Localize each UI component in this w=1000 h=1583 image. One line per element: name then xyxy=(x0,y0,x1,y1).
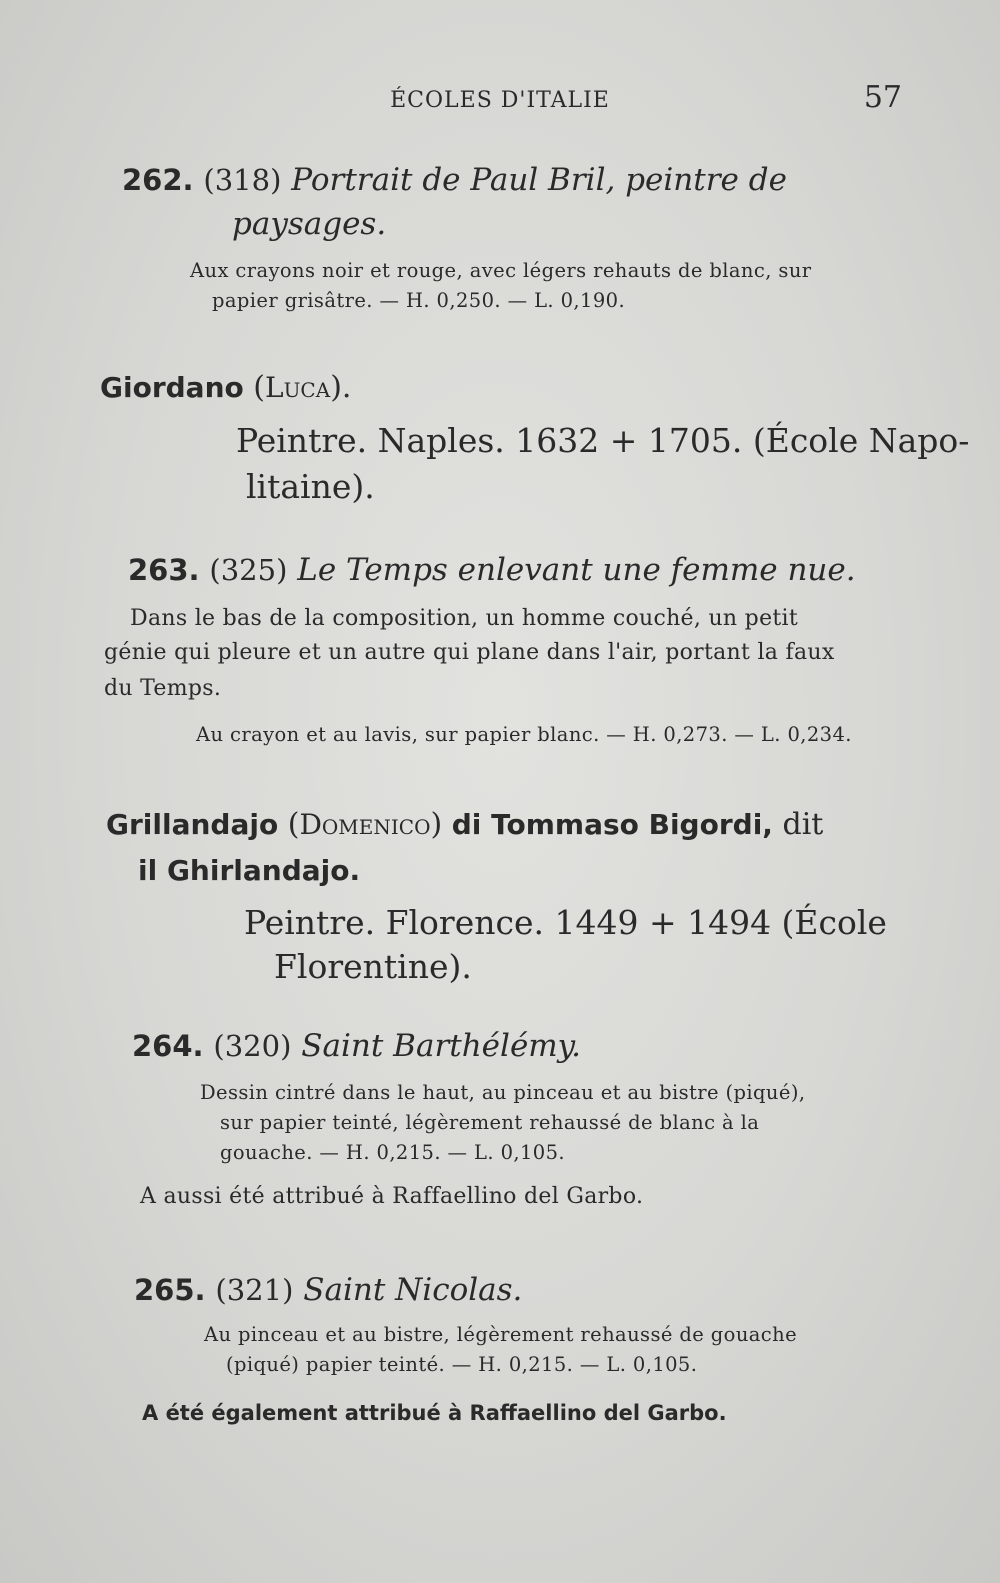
artist-giordano-heading: Giordano (Luca). xyxy=(100,370,352,405)
artist-surname: Grillandajo xyxy=(106,808,279,841)
entry-264-title xyxy=(132,1024,581,1068)
running-head: ÉCOLES D'ITALIE xyxy=(390,88,610,113)
entry-262-title-cont xyxy=(232,202,386,246)
entry-262-technique-1: Aux crayons noir et rouge, avec légers rehauts de blanc, sur xyxy=(190,259,812,282)
artist-dit: dit xyxy=(782,807,824,842)
entry-262-technique-2: papier grisâtre. — H. 0,250. — L. 0,190. xyxy=(212,289,626,312)
artist-given-name: Luca xyxy=(264,371,331,404)
entry-262-title xyxy=(122,158,787,202)
entry-265-attribution: A été également attribué à Raffaellino del Garbo. xyxy=(142,1401,727,1425)
entry-263-description-3: du Temps. xyxy=(104,676,222,701)
artist-grillandajo-bio-1: Peintre. Florence. 1449 + 1494 (École xyxy=(244,903,887,942)
artist-grillandajo-heading: Grillandajo (Domenico) di Tommaso Bigordi, dit xyxy=(106,807,824,842)
artist-alias: il Ghirlandajo. xyxy=(138,854,361,887)
entry-264-technique-1: Dessin cintré dans le haut, au pinceau et au bistre (piqué), xyxy=(200,1081,806,1104)
entry-number: 265. xyxy=(134,1273,206,1307)
artist-giordano-bio-2: litaine). xyxy=(246,467,375,506)
entry-number: 263. xyxy=(128,553,200,587)
entry-ref: (320) xyxy=(213,1029,292,1063)
entry-ref: (325) xyxy=(209,553,288,587)
entry-263-technique: Au crayon et au lavis, sur papier blanc. — H. 0,273. — L. 0,234. xyxy=(196,723,852,746)
entry-work-title-cont: paysages. xyxy=(232,206,387,242)
artist-given-name: Domenico xyxy=(299,808,431,841)
entry-work-title: Portrait de Paul Bril, peintre de xyxy=(291,162,787,198)
entry-ref: (318) xyxy=(203,163,282,197)
entry-264-technique-3: gouache. — H. 0,215. — L. 0,105. xyxy=(220,1141,566,1164)
entry-number: 262. xyxy=(122,163,194,197)
entry-263-title xyxy=(128,548,856,592)
artist-middle-name: di Tommaso Bigordi, xyxy=(451,808,773,841)
page-number: 57 xyxy=(863,80,902,115)
entry-263-description-1: Dans le bas de la composition, un homme couché, un petit xyxy=(130,606,799,631)
entry-263-description-2: génie qui pleure et un autre qui plane dans l'air, portant la faux xyxy=(104,640,835,665)
entry-work-title: Le Temps enlevant une femme nue. xyxy=(297,552,856,588)
artist-giordano-bio-1: Peintre. Naples. 1632 + 1705. (École Napo- xyxy=(236,421,970,460)
artist-grillandajo-alias xyxy=(138,850,360,892)
entry-264-attribution: A aussi été attribué à Raffaellino del Garbo. xyxy=(140,1184,644,1209)
entry-265-technique-1: Au pinceau et au bistre, légèrement rehaussé de gouache xyxy=(204,1323,798,1346)
entry-265-technique-2: (piqué) papier teinté. — H. 0,215. — L. 0,105. xyxy=(226,1353,698,1376)
entry-ref: (321) xyxy=(215,1273,294,1307)
entry-number: 264. xyxy=(132,1029,204,1063)
entry-264-technique-2: sur papier teinté, légèrement rehaussé de blanc à la xyxy=(220,1111,760,1134)
entry-265-title xyxy=(134,1268,522,1312)
entry-work-title: Saint Barthélémy. xyxy=(301,1028,581,1064)
artist-surname: Giordano xyxy=(100,371,244,404)
entry-work-title: Saint Nicolas. xyxy=(303,1272,523,1308)
artist-grillandajo-bio-2: Florentine). xyxy=(274,947,472,986)
